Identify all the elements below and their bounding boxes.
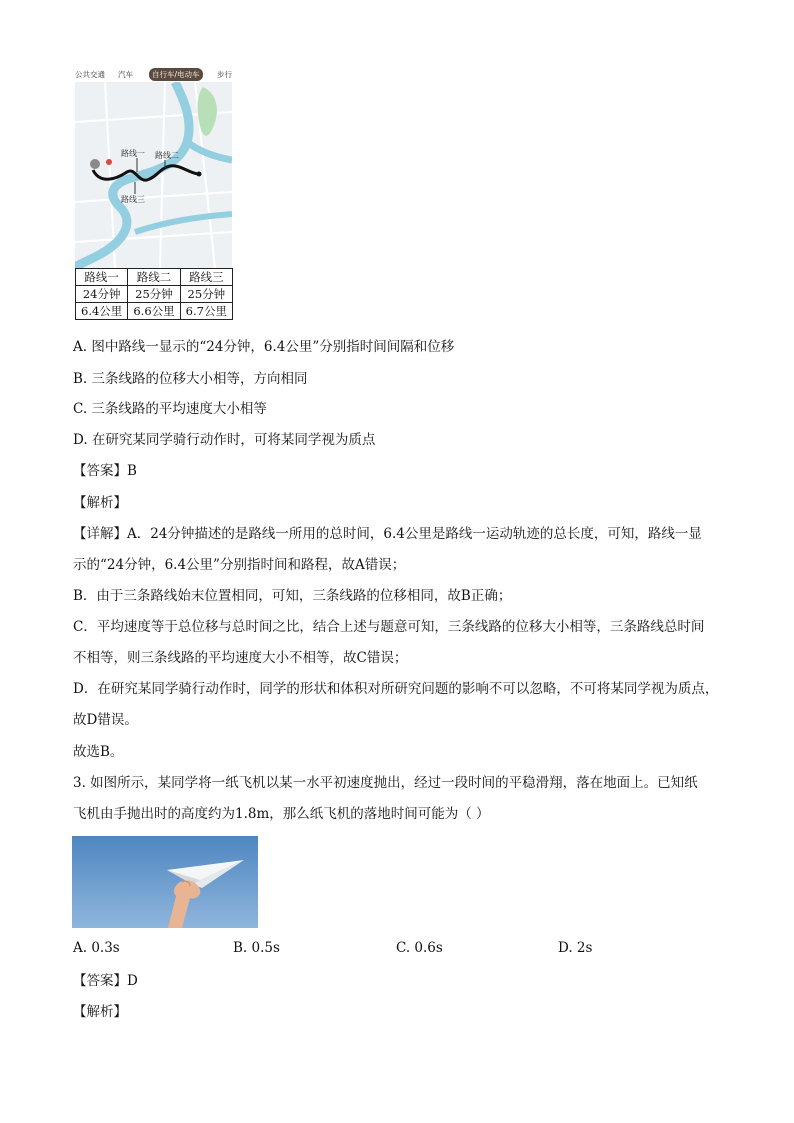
- tab-walk: 步行: [217, 70, 232, 79]
- table-header-cell: 路线三: [180, 269, 232, 286]
- q3-option-d: D. 2s: [558, 940, 593, 956]
- q2-option-a: A. 图中路线一显示的“24分钟，6.4公里”分别指时间间隔和位移: [73, 339, 455, 355]
- q2-answer: 【答案】B: [73, 463, 137, 479]
- route-map: [75, 82, 232, 268]
- tab-public-transit: 公共交通: [75, 70, 105, 79]
- q3-stem-line: 3. 如图所示，某同学将一纸飞机以某一水平初速度抛出，经过一段时间的平稳滑翔，落在地面上。已知纸: [73, 775, 698, 791]
- table-cell: 25分钟: [128, 286, 180, 303]
- q2-option-b: B. 三条线路的位移大小相等，方向相同: [73, 371, 308, 387]
- table-row: [76, 286, 233, 303]
- table-cell: 6.7公里: [180, 303, 232, 320]
- paper-airplane-photo: [72, 836, 258, 928]
- q2-explanation-line: D．在研究某同学骑行动作时，同学的形状和体积对所研究问题的影响不可以忽略，不可将某同学视为质点，: [73, 681, 719, 697]
- map-label-route2: 路线二: [155, 151, 179, 160]
- map-label-route1: 路线一: [121, 149, 145, 158]
- q2-explanation-line: 【详解】A．24分钟描述的是路线一所用的总时间，6.4公里是路线一运动轨迹的总长度，可知，路线一显: [73, 526, 702, 542]
- q3-option-b: B. 0.5s: [233, 940, 280, 956]
- table-header-cell: 路线二: [128, 269, 180, 286]
- q2-option-c: C. 三条线路的平均速度大小相等: [73, 401, 267, 417]
- q2-analysis-heading: 【解析】: [73, 495, 127, 511]
- table-row: [76, 269, 233, 286]
- q2-explanation-line: B．由于三条路线始末位置相同，可知，三条线路的位移相同，故B正确；: [73, 588, 512, 604]
- table-cell: 6.6公里: [128, 303, 180, 320]
- q2-explanation-line: 不相等，则三条线路的平均速度大小不相等，故C错误；: [73, 650, 408, 666]
- tab-car: 汽车: [118, 70, 133, 79]
- q2-option-d: D. 在研究某同学骑行动作时，可将某同学视为质点: [73, 432, 376, 448]
- table-header-cell: 路线一: [76, 269, 128, 286]
- map-mode-tabs: [75, 69, 235, 81]
- q2-explanation-line: 故选B。: [73, 744, 124, 760]
- q3-stem-line: 飞机由手抛出时的高度约为1.8m，那么纸飞机的落地时间可能为（ ）: [73, 806, 490, 822]
- q3-analysis-heading: 【解析】: [73, 1004, 127, 1020]
- table-cell: 24分钟: [76, 286, 128, 303]
- q3-option-c: C. 0.6s: [396, 940, 443, 956]
- route-table: [75, 268, 233, 320]
- q3-answer: 【答案】D: [73, 973, 138, 989]
- q2-explanation-line: 示的“24分钟，6.4公里”分别指时间和路程，故A错误；: [73, 557, 406, 573]
- map-label-route3: 路线三: [121, 195, 145, 204]
- table-cell: 6.4公里: [76, 303, 128, 320]
- q2-explanation-line: 故D错误。: [73, 712, 138, 728]
- table-cell: 25分钟: [180, 286, 232, 303]
- table-row: [76, 303, 233, 320]
- tab-bike: 自行车/电动车: [149, 68, 203, 81]
- q3-option-a: A. 0.3s: [73, 940, 120, 956]
- q2-explanation-line: C．平均速度等于总位移与总时间之比，结合上述与题意可知，三条线路的位移大小相等，三条路线总时间: [73, 619, 705, 635]
